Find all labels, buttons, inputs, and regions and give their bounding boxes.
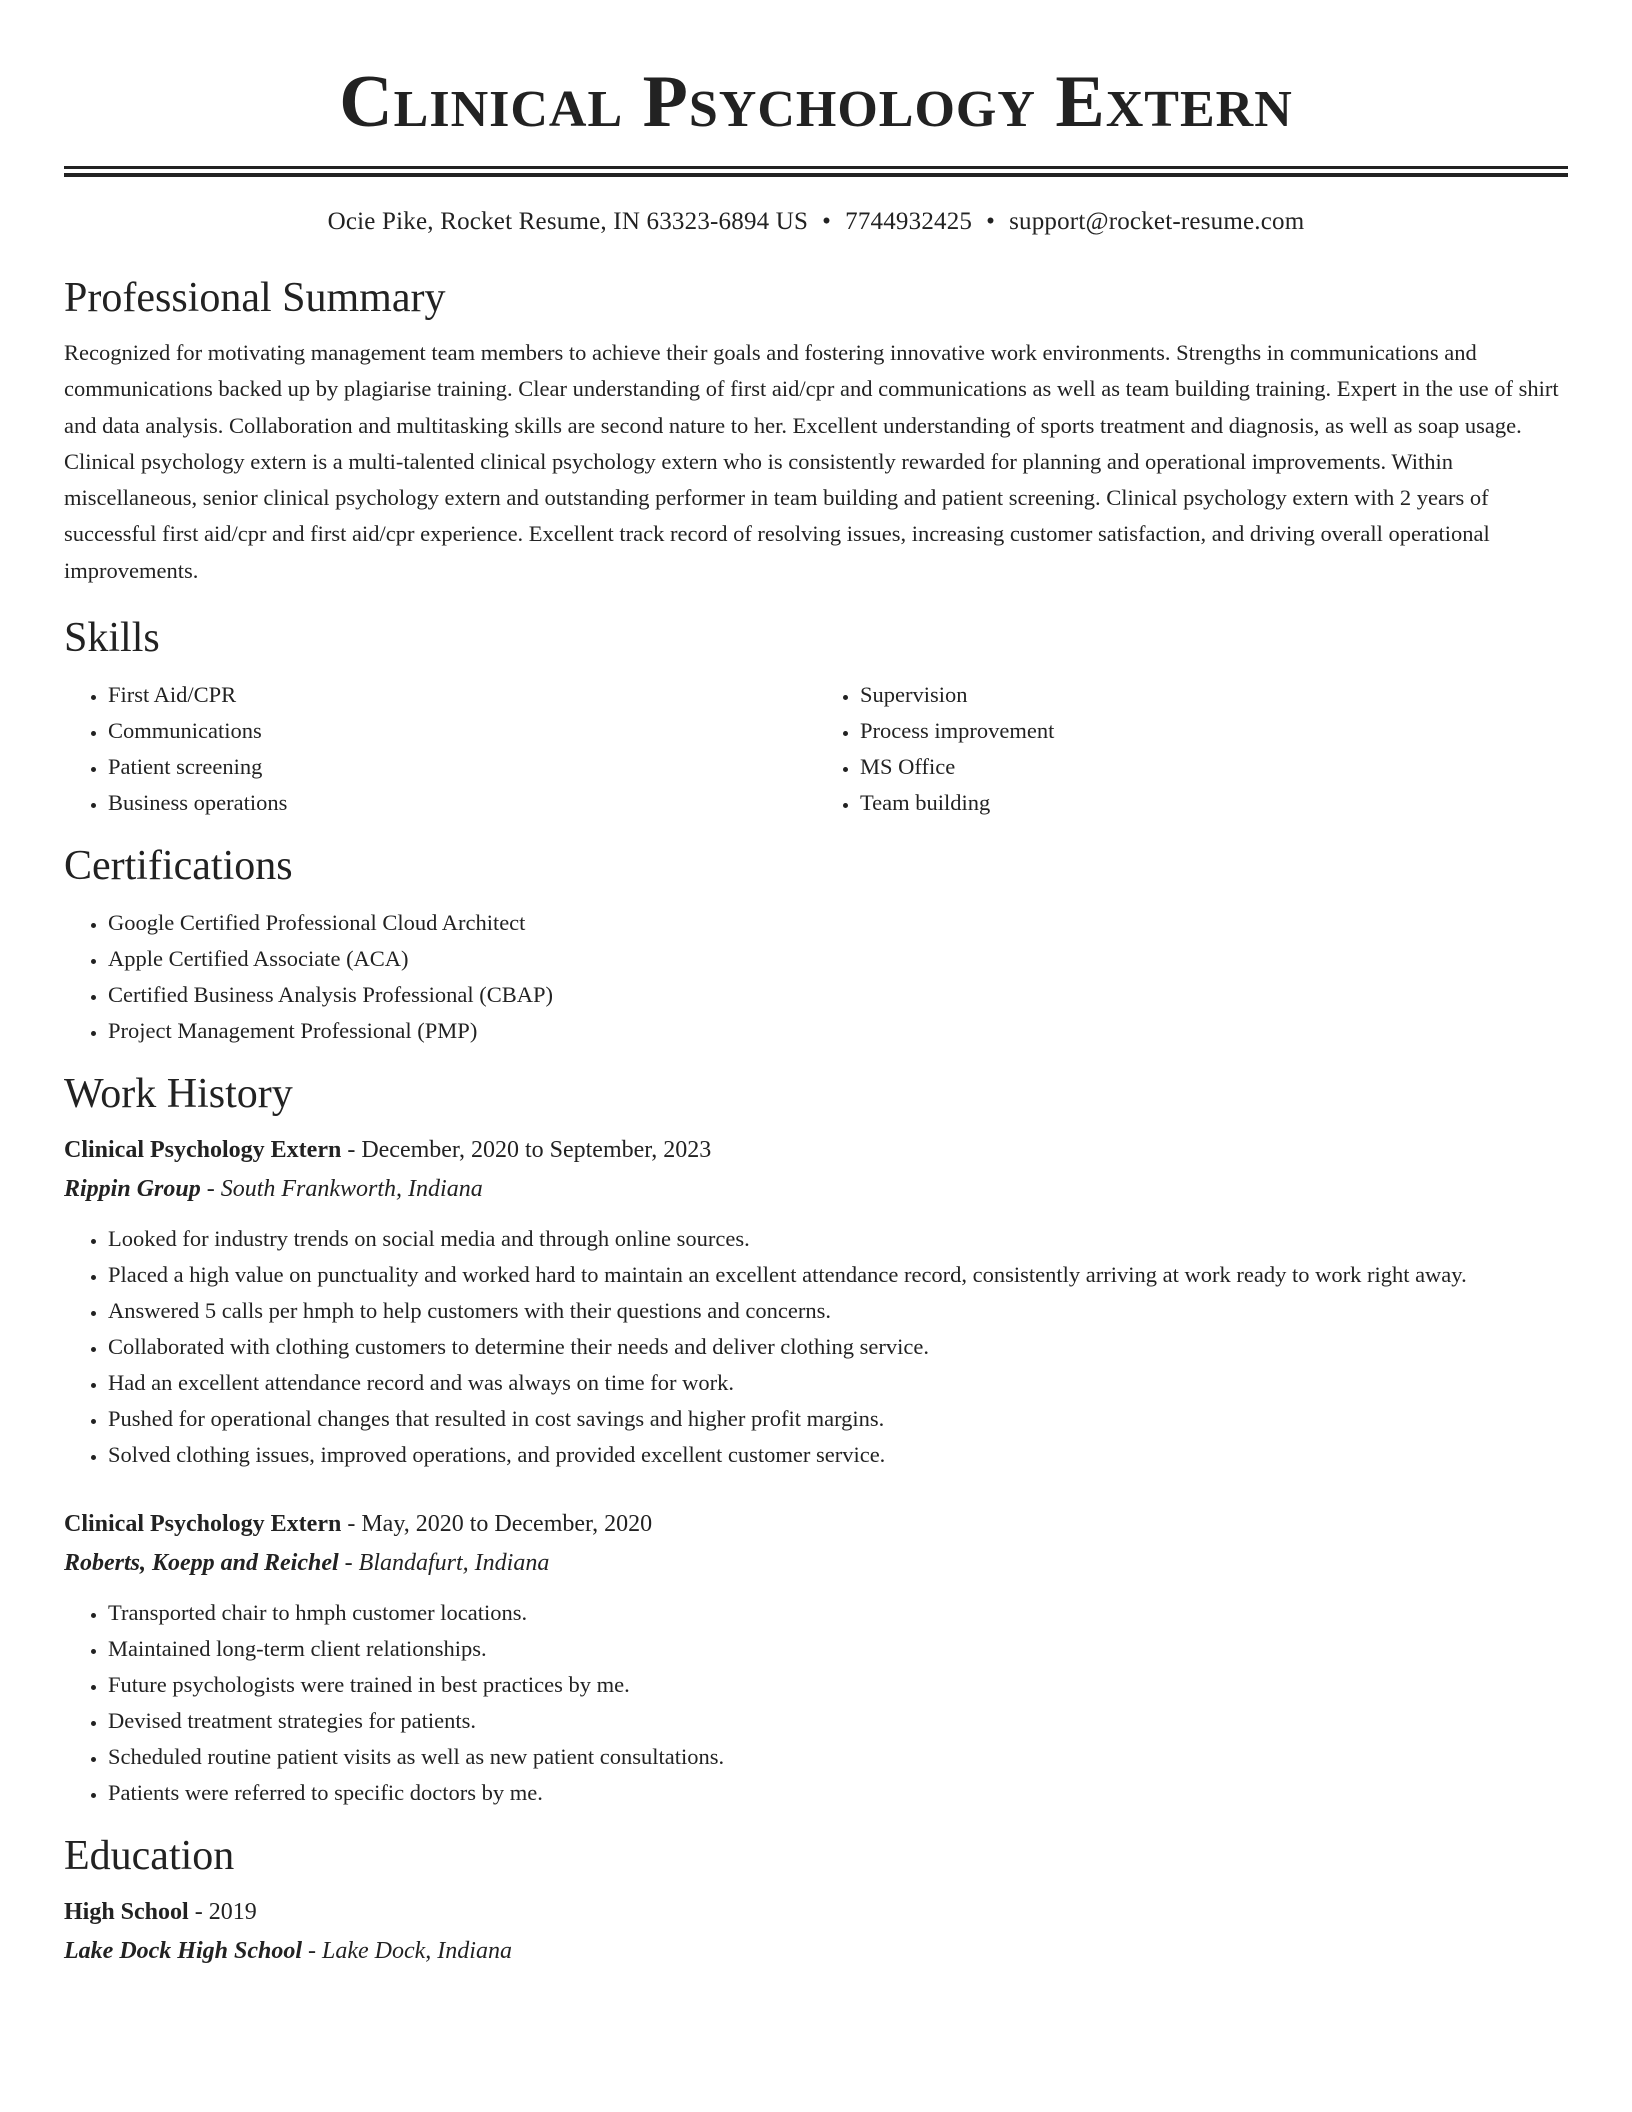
section-title-work-history: Work History bbox=[64, 1071, 293, 1118]
job-location: - South Frankworth, Indiana bbox=[206, 1176, 483, 1203]
job-bullet: • Collaborated with clothing customers to determine their needs and deliver clothing service. bbox=[108, 1329, 1568, 1365]
section-title-certifications: Certifications bbox=[64, 843, 293, 890]
job-bullet: • Pushed for operational changes that resulted in cost savings and higher profit margins. bbox=[108, 1401, 1568, 1437]
skill-item: • Communications bbox=[108, 713, 816, 749]
education-degree: High School bbox=[64, 1899, 189, 1926]
job-heading bbox=[64, 1131, 1568, 1169]
job-dates: - December, 2020 to September, 2023 bbox=[347, 1137, 712, 1164]
job-bullet: • Scheduled routine patient visits as well as new patient consultations. bbox=[108, 1739, 1568, 1775]
job-bullet: • Devised treatment strategies for patients. bbox=[108, 1703, 1568, 1739]
job-heading bbox=[64, 1505, 1568, 1543]
skill-item: • MS Office bbox=[860, 749, 1568, 785]
job-employer bbox=[64, 1169, 1568, 1209]
education-school-line bbox=[64, 1931, 1568, 1971]
contact-line bbox=[64, 205, 1568, 239]
skills-list-left bbox=[64, 677, 816, 821]
skill-item: • First Aid/CPR bbox=[108, 677, 816, 713]
skill-item: • Process improvement bbox=[860, 713, 1568, 749]
skill-item: • Team building bbox=[860, 785, 1568, 821]
certification-item: • Project Management Professional (PMP) bbox=[108, 1013, 1568, 1049]
job-dates: - May, 2020 to December, 2020 bbox=[347, 1511, 653, 1538]
job-company: Rippin Group bbox=[64, 1176, 201, 1203]
contact-email: support@rocket-resume.com bbox=[1009, 208, 1305, 235]
contact-separator: • bbox=[986, 208, 996, 235]
job-bullet: • Solved clothing issues, improved operations, and provided excellent customer service. bbox=[108, 1437, 1568, 1473]
skill-item: • Business operations bbox=[108, 785, 816, 821]
job-bullet: • Patients were referred to specific doctors by me. bbox=[108, 1775, 1568, 1811]
skills-columns bbox=[64, 677, 1568, 821]
section-title-education: Education bbox=[64, 1833, 235, 1880]
job-bullet: • Placed a high value on punctuality and worked hard to maintain an excellent attendance record, consistently arriving at work ready to work right away. bbox=[108, 1257, 1568, 1293]
section-title-skills: Skills bbox=[64, 615, 160, 662]
job-role: Clinical Psychology Extern bbox=[64, 1511, 342, 1538]
summary-text: Recognized for motivating management team members to achieve their goals and fostering innovative work environments. Strengths in communications and communications backed up by plagiarise training. Clear understanding of first aid/cpr and communications as well as team building training. Expert in the use of shirt and data analysis. Collaboration and multitasking skills are second nature to her. Excellent understanding of sports treatment and diagnosis, as well as soap usage. Clinical psychology extern is a multi-talented clinical psychology extern who is consistently rewarded for planning and operational improvements. Within miscellaneous, senior clinical psychology extern and outstanding performer in team building and patient screening. Clinical psychology extern with 2 years of successful first aid/cpr and first aid/cpr experience. Excellent track record of resolving issues, increasing customer satisfaction, and driving overall operational improvements. bbox=[64, 340, 1559, 583]
contact-phone: 7744932425 bbox=[845, 208, 973, 235]
job-bullet: • Transported chair to hmph customer locations. bbox=[108, 1595, 1568, 1631]
education-heading bbox=[64, 1893, 1568, 1931]
certifications-list bbox=[64, 905, 1568, 1049]
job-bullet: • Had an excellent attendance record and was always on time for work. bbox=[108, 1365, 1568, 1401]
skills-list-right bbox=[816, 677, 1568, 821]
job-bullet: • Future psychologists were trained in best practices by me. bbox=[108, 1667, 1568, 1703]
skill-item: • Supervision bbox=[860, 677, 1568, 713]
education-year: - 2019 bbox=[194, 1899, 257, 1926]
certification-item: • Google Certified Professional Cloud Architect bbox=[108, 905, 1568, 941]
skill-item: • Patient screening bbox=[108, 749, 816, 785]
job-bullet: • Answered 5 calls per hmph to help customers with their questions and concerns. bbox=[108, 1293, 1568, 1329]
job-bullets bbox=[64, 1221, 1568, 1473]
contact-separator: • bbox=[822, 208, 832, 235]
contact-address: Ocie Pike, Rocket Resume, IN 63323-6894 US bbox=[327, 208, 809, 235]
job-location: - Blandafurt, Indiana bbox=[344, 1550, 550, 1577]
job-bullets bbox=[64, 1595, 1568, 1811]
job-bullet: • Maintained long-term client relationships. bbox=[108, 1631, 1568, 1667]
section-title-summary: Professional Summary bbox=[64, 275, 446, 321]
job-bullet: • Looked for industry trends on social media and through online sources. bbox=[108, 1221, 1568, 1257]
resume-name: Clinical Psychology Extern bbox=[339, 61, 1293, 143]
education-location: - Lake Dock, Indiana bbox=[308, 1938, 512, 1965]
job-employer bbox=[64, 1543, 1568, 1583]
resume-page bbox=[64, 0, 1568, 1971]
certification-item: • Apple Certified Associate (ACA) bbox=[108, 941, 1568, 977]
header-double-rule bbox=[64, 166, 1568, 177]
job-role: Clinical Psychology Extern bbox=[64, 1137, 342, 1164]
job-company: Roberts, Koepp and Reichel bbox=[64, 1550, 339, 1577]
education-school: Lake Dock High School bbox=[64, 1938, 302, 1965]
certification-item: • Certified Business Analysis Professional (CBAP) bbox=[108, 977, 1568, 1013]
